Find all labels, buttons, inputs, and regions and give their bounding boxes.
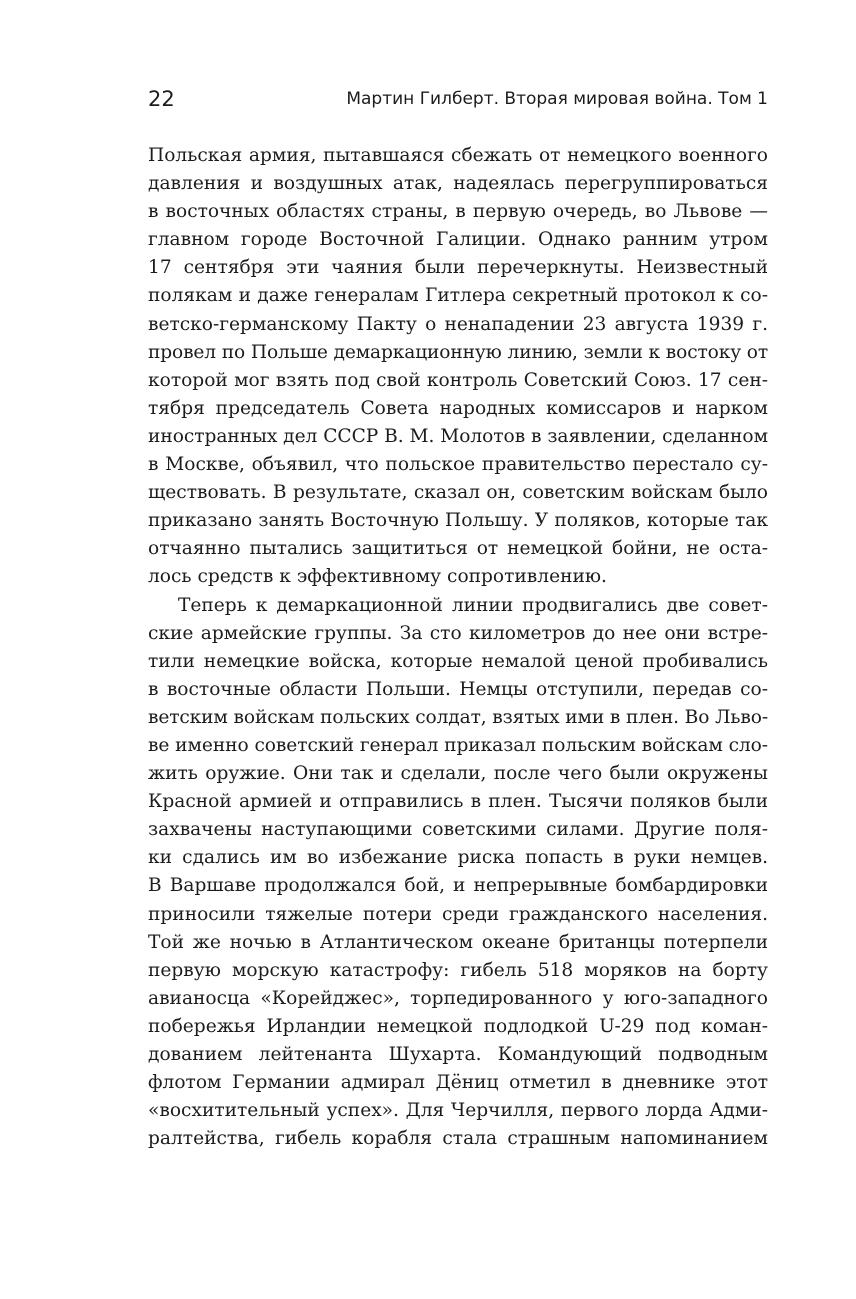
text-line: лось средств к эффективному сопротивлению.: [148, 566, 607, 588]
text-line: главном городе Восточной Галиции. Однако ранним утром: [148, 229, 768, 251]
text-line: ки сдались им во избежание риска попасть в руки немцев.: [148, 847, 768, 869]
running-title: Мартин Гилберт. Вторая мировая война. Том 1: [346, 89, 768, 109]
text-line: полякам и даже генералам Гитлера секретный протокол к со-: [148, 285, 768, 307]
text-line: захвачены наступающими советскими силами. Другие поля-: [148, 819, 768, 841]
text-line: в Москве, объявил, что польское правительство перестало су-: [148, 454, 768, 476]
text-line: Польская армия, пытавшаяся сбежать от немецкого военного: [148, 145, 768, 166]
paragraph-1: [148, 142, 768, 592]
text-line: отчаянно пытались защититься от немецкой бойни, не оста-: [148, 538, 768, 560]
text-line: авианосца «Корейджес», торпедированного у юго-западного: [148, 987, 768, 1009]
text-line: в восточных областях страны, в первую очередь, во Львове —: [148, 201, 768, 223]
text-line: 17 сентября эти чаяния были перечеркнуты. Неизвестный: [148, 257, 768, 279]
text-line: тили немецкие войска, которые немалой ценой пробивались: [148, 650, 768, 672]
text-line: Той же ночью в Атлантическом океане британцы потерпели: [148, 931, 768, 953]
text-line: иностранных дел СССР В. М. Молотов в заявлении, сделанном: [148, 425, 768, 447]
text-line: ралтейства, гибель корабля стала страшным напоминанием: [148, 1128, 768, 1150]
page-header: [148, 84, 768, 114]
text-line: ществовать. В результате, сказал он, советским войскам было: [148, 482, 768, 504]
text-line: первую морскую катастрофу: гибель 518 моряков на борту: [148, 959, 768, 981]
text-line: ветско-германскому Пакту о ненападении 23 августа 1939 г.: [148, 313, 768, 335]
paragraph-2: [148, 592, 768, 1154]
text-line: которой мог взять под свой контроль Советский Союз. 17 сен-: [148, 369, 768, 391]
text-line: дованием лейтенанта Шухарта. Командующий подводным: [148, 1044, 768, 1065]
text-line: В Варшаве продолжался бой, и непрерывные бомбардировки: [148, 875, 768, 897]
text-line: в восточные области Польши. Немцы отступили, передав со-: [148, 678, 768, 700]
text-line: приносили тяжелые потери среди гражданского населения.: [148, 903, 768, 925]
text-line: тября председатель Совета народных комиссаров и нарком: [148, 397, 768, 419]
body-text: [148, 142, 768, 1153]
text-line: ве именно советский генерал приказал польским войскам сло-: [148, 734, 768, 756]
text-line: ветским войскам польских солдат, взятых ими в плен. Во Льво-: [148, 706, 768, 728]
text-line: приказано занять Восточную Польшу. У поляков, которые так: [148, 510, 768, 532]
text-line: Теперь к демаркационной линии продвигались две совет-: [178, 594, 768, 616]
text-line: побережья Ирландии немецкой подлодкой U-29 под коман-: [148, 1015, 768, 1037]
page-number: 22: [148, 87, 175, 111]
text-line: флотом Германии адмирал Дёниц отметил в дневнике этот: [148, 1072, 768, 1094]
text-line: «восхитительный успех». Для Черчилля, первого лорда Адми-: [148, 1100, 768, 1122]
text-line: провел по Польше демаркационную линию, земли к востоку от: [148, 341, 768, 363]
text-line: жить оружие. Они так и сделали, после чего были окружены: [148, 763, 768, 785]
text-line: давления и воздушных атак, надеялась перегруппироваться: [148, 173, 768, 195]
text-line: ские армейские группы. За сто километров до нее они встре-: [148, 622, 768, 644]
text-line: Красной армией и отправились в плен. Тысячи поляков были: [148, 791, 768, 813]
